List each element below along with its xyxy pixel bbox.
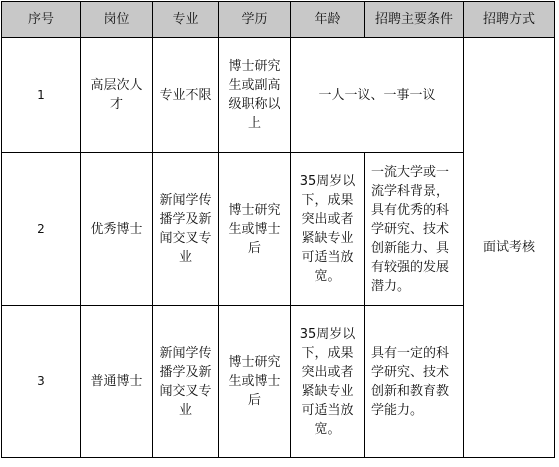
- cell-major: 专业不限: [153, 38, 219, 153]
- recruitment-table: [1, 1, 555, 458]
- cell-conditions: 一流大学或一流学科背景，具有优秀的科学研究、技术创新能力、具有较强的发展潜力。: [365, 153, 464, 306]
- header-method: 招聘方式: [464, 2, 555, 38]
- header-major: 专业: [153, 2, 219, 38]
- cell-education: 博士研究生或博士后: [219, 306, 291, 458]
- header-education: 学历: [219, 2, 291, 38]
- cell-age-conditions: 一人一议、一事一议: [291, 38, 464, 153]
- header-no: 序号: [2, 2, 81, 38]
- table-row: [2, 38, 555, 153]
- cell-education: 博士研究生或博士后: [219, 153, 291, 306]
- cell-method: 面试考核: [464, 38, 555, 458]
- cell-no: 3: [2, 306, 81, 458]
- cell-position: 高层次人才: [81, 38, 153, 153]
- cell-position: 普通博士: [81, 306, 153, 458]
- cell-conditions: 具有一定的科学研究、技术创新和教育教学能力。: [365, 306, 464, 458]
- cell-position: 优秀博士: [81, 153, 153, 306]
- cell-age: 35周岁以下，成果突出或者紧缺专业可适当放宽。: [291, 306, 365, 458]
- cell-education: 博士研究生或副高级职称以上: [219, 38, 291, 153]
- header-conditions: 招聘主要条件: [365, 2, 464, 38]
- header-age: 年龄: [291, 2, 365, 38]
- header-position: 岗位: [81, 2, 153, 38]
- cell-no: 2: [2, 153, 81, 306]
- header-row: [2, 2, 555, 38]
- cell-no: 1: [2, 38, 81, 153]
- cell-major: 新闻学传播学及新闻交叉专业: [153, 306, 219, 458]
- cell-major: 新闻学传播学及新闻交叉专业: [153, 153, 219, 306]
- cell-age: 35周岁以下，成果突出或者紧缺专业可适当放宽。: [291, 153, 365, 306]
